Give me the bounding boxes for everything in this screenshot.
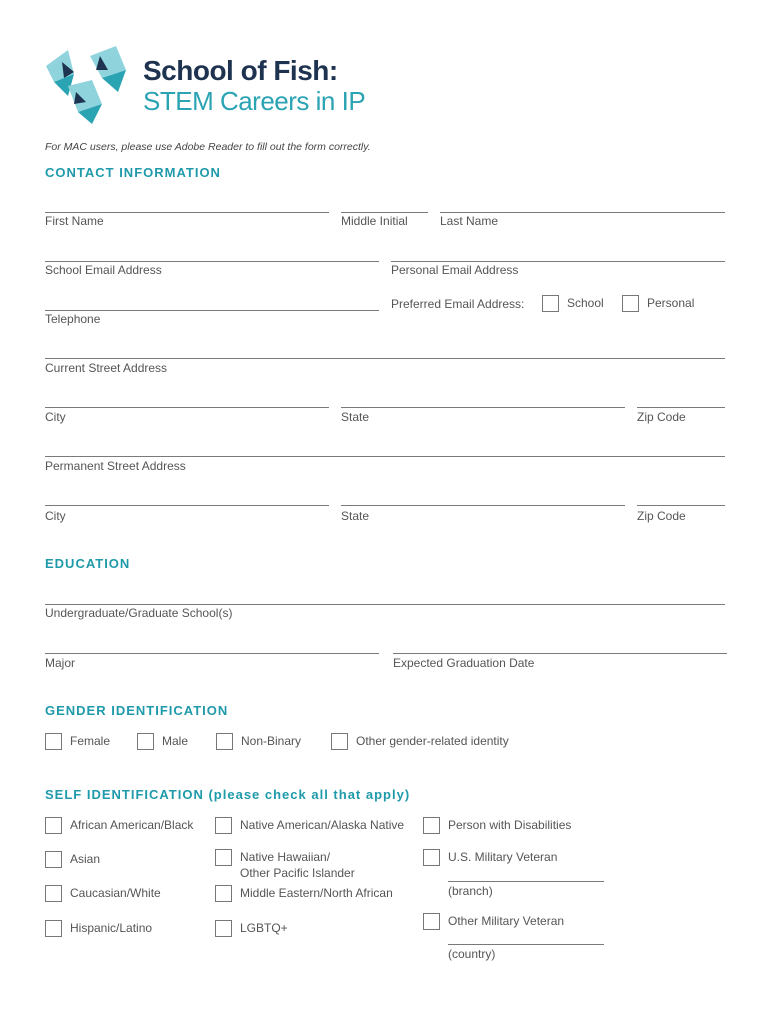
gender-nonbinary-label: Non-Binary <box>241 734 302 748</box>
current-city-field[interactable] <box>45 407 329 408</box>
other-veteran-checkbox[interactable] <box>423 913 440 930</box>
us-veteran-checkbox[interactable] <box>423 849 440 866</box>
gender-female-label: Female <box>70 734 111 748</box>
middle-initial-label: Middle Initial <box>341 214 408 228</box>
education-heading: EDUCATION <box>45 556 131 571</box>
major-label: Major <box>45 656 76 670</box>
asian-label: Asian <box>70 852 101 866</box>
african-american-label: African American/Black <box>70 818 194 832</box>
preferred-school-label: School <box>567 296 604 310</box>
current-state-label: State <box>341 410 370 424</box>
graduation-date-label: Expected Graduation Date <box>393 656 535 670</box>
african-american-checkbox[interactable] <box>45 817 62 834</box>
pacific-islander-label: Other Pacific Islander <box>240 866 355 880</box>
gender-other-label: Other gender-related identity <box>356 734 509 748</box>
contact-heading: CONTACT INFORMATION <box>45 165 221 180</box>
native-hawaiian-checkbox[interactable] <box>215 849 232 866</box>
current-street-field[interactable] <box>45 358 725 359</box>
mac-users-note: For MAC users, please use Adobe Reader to fill out the form correctly. <box>45 141 371 153</box>
disabilities-label: Person with Disabilities <box>448 818 572 832</box>
disabilities-checkbox[interactable] <box>423 817 440 834</box>
telephone-label: Telephone <box>45 312 101 326</box>
other-veteran-label: Other Military Veteran <box>448 914 565 928</box>
brand-title: School of Fish: <box>143 55 338 86</box>
current-state-field[interactable] <box>341 407 625 408</box>
first-name-field[interactable] <box>45 212 329 213</box>
lgbtq-label: LGBTQ+ <box>240 921 288 935</box>
permanent-city-field[interactable] <box>45 505 329 506</box>
native-american-checkbox[interactable] <box>215 817 232 834</box>
school-label: Undergraduate/Graduate School(s) <box>45 606 233 620</box>
brand-subtitle: STEM Careers in IP <box>143 86 366 116</box>
current-zip-label: Zip Code <box>637 410 686 424</box>
hispanic-label: Hispanic/Latino <box>70 921 153 935</box>
permanent-state-label: State <box>341 509 370 523</box>
gender-nonbinary-checkbox[interactable] <box>216 733 233 750</box>
preferred-personal-checkbox[interactable] <box>622 295 639 312</box>
branch-field[interactable] <box>448 881 604 882</box>
last-name-field[interactable] <box>440 212 725 213</box>
middle-initial-field[interactable] <box>341 212 428 213</box>
first-name-label: First Name <box>45 214 104 228</box>
current-city-label: City <box>45 410 66 424</box>
preferred-school-checkbox[interactable] <box>542 295 559 312</box>
last-name-label: Last Name <box>440 214 499 228</box>
gender-female-checkbox[interactable] <box>45 733 62 750</box>
country-field[interactable] <box>448 944 604 945</box>
native-hawaiian-label: Native Hawaiian/ <box>240 850 331 864</box>
school-email-label: School Email Address <box>45 263 162 277</box>
permanent-street-field[interactable] <box>45 456 725 457</box>
native-american-label: Native American/Alaska Native <box>240 818 405 832</box>
school-field[interactable] <box>45 604 725 605</box>
personal-email-label: Personal Email Address <box>391 263 519 277</box>
permanent-zip-field[interactable] <box>637 505 725 506</box>
caucasian-checkbox[interactable] <box>45 885 62 902</box>
gender-male-checkbox[interactable] <box>137 733 154 750</box>
gender-other-checkbox[interactable] <box>331 733 348 750</box>
hispanic-checkbox[interactable] <box>45 920 62 937</box>
preferred-personal-label: Personal <box>647 296 695 310</box>
current-street-label: Current Street Address <box>45 361 168 375</box>
branch-label: (branch) <box>448 884 493 898</box>
graduation-date-field[interactable] <box>393 653 727 654</box>
current-zip-field[interactable] <box>637 407 725 408</box>
country-label: (country) <box>448 947 496 961</box>
self-id-heading: SELF IDENTIFICATION (please check all that apply) <box>45 787 411 802</box>
preferred-email-label: Preferred Email Address: <box>391 297 525 311</box>
permanent-street-label: Permanent Street Address <box>45 459 186 473</box>
caucasian-label: Caucasian/White <box>70 886 161 900</box>
telephone-field[interactable] <box>45 310 379 311</box>
us-veteran-label: U.S. Military Veteran <box>448 850 558 864</box>
gender-male-label: Male <box>162 734 189 748</box>
permanent-city-label: City <box>45 509 66 523</box>
lgbtq-checkbox[interactable] <box>215 920 232 937</box>
personal-email-field[interactable] <box>391 261 725 262</box>
school-email-field[interactable] <box>45 261 379 262</box>
gender-heading: GENDER IDENTIFICATION <box>45 703 229 718</box>
middle-eastern-label: Middle Eastern/North African <box>240 886 393 900</box>
permanent-zip-label: Zip Code <box>637 509 686 523</box>
school-of-fish-logo <box>44 44 139 124</box>
middle-eastern-checkbox[interactable] <box>215 885 232 902</box>
asian-checkbox[interactable] <box>45 851 62 868</box>
major-field[interactable] <box>45 653 379 654</box>
permanent-state-field[interactable] <box>341 505 625 506</box>
